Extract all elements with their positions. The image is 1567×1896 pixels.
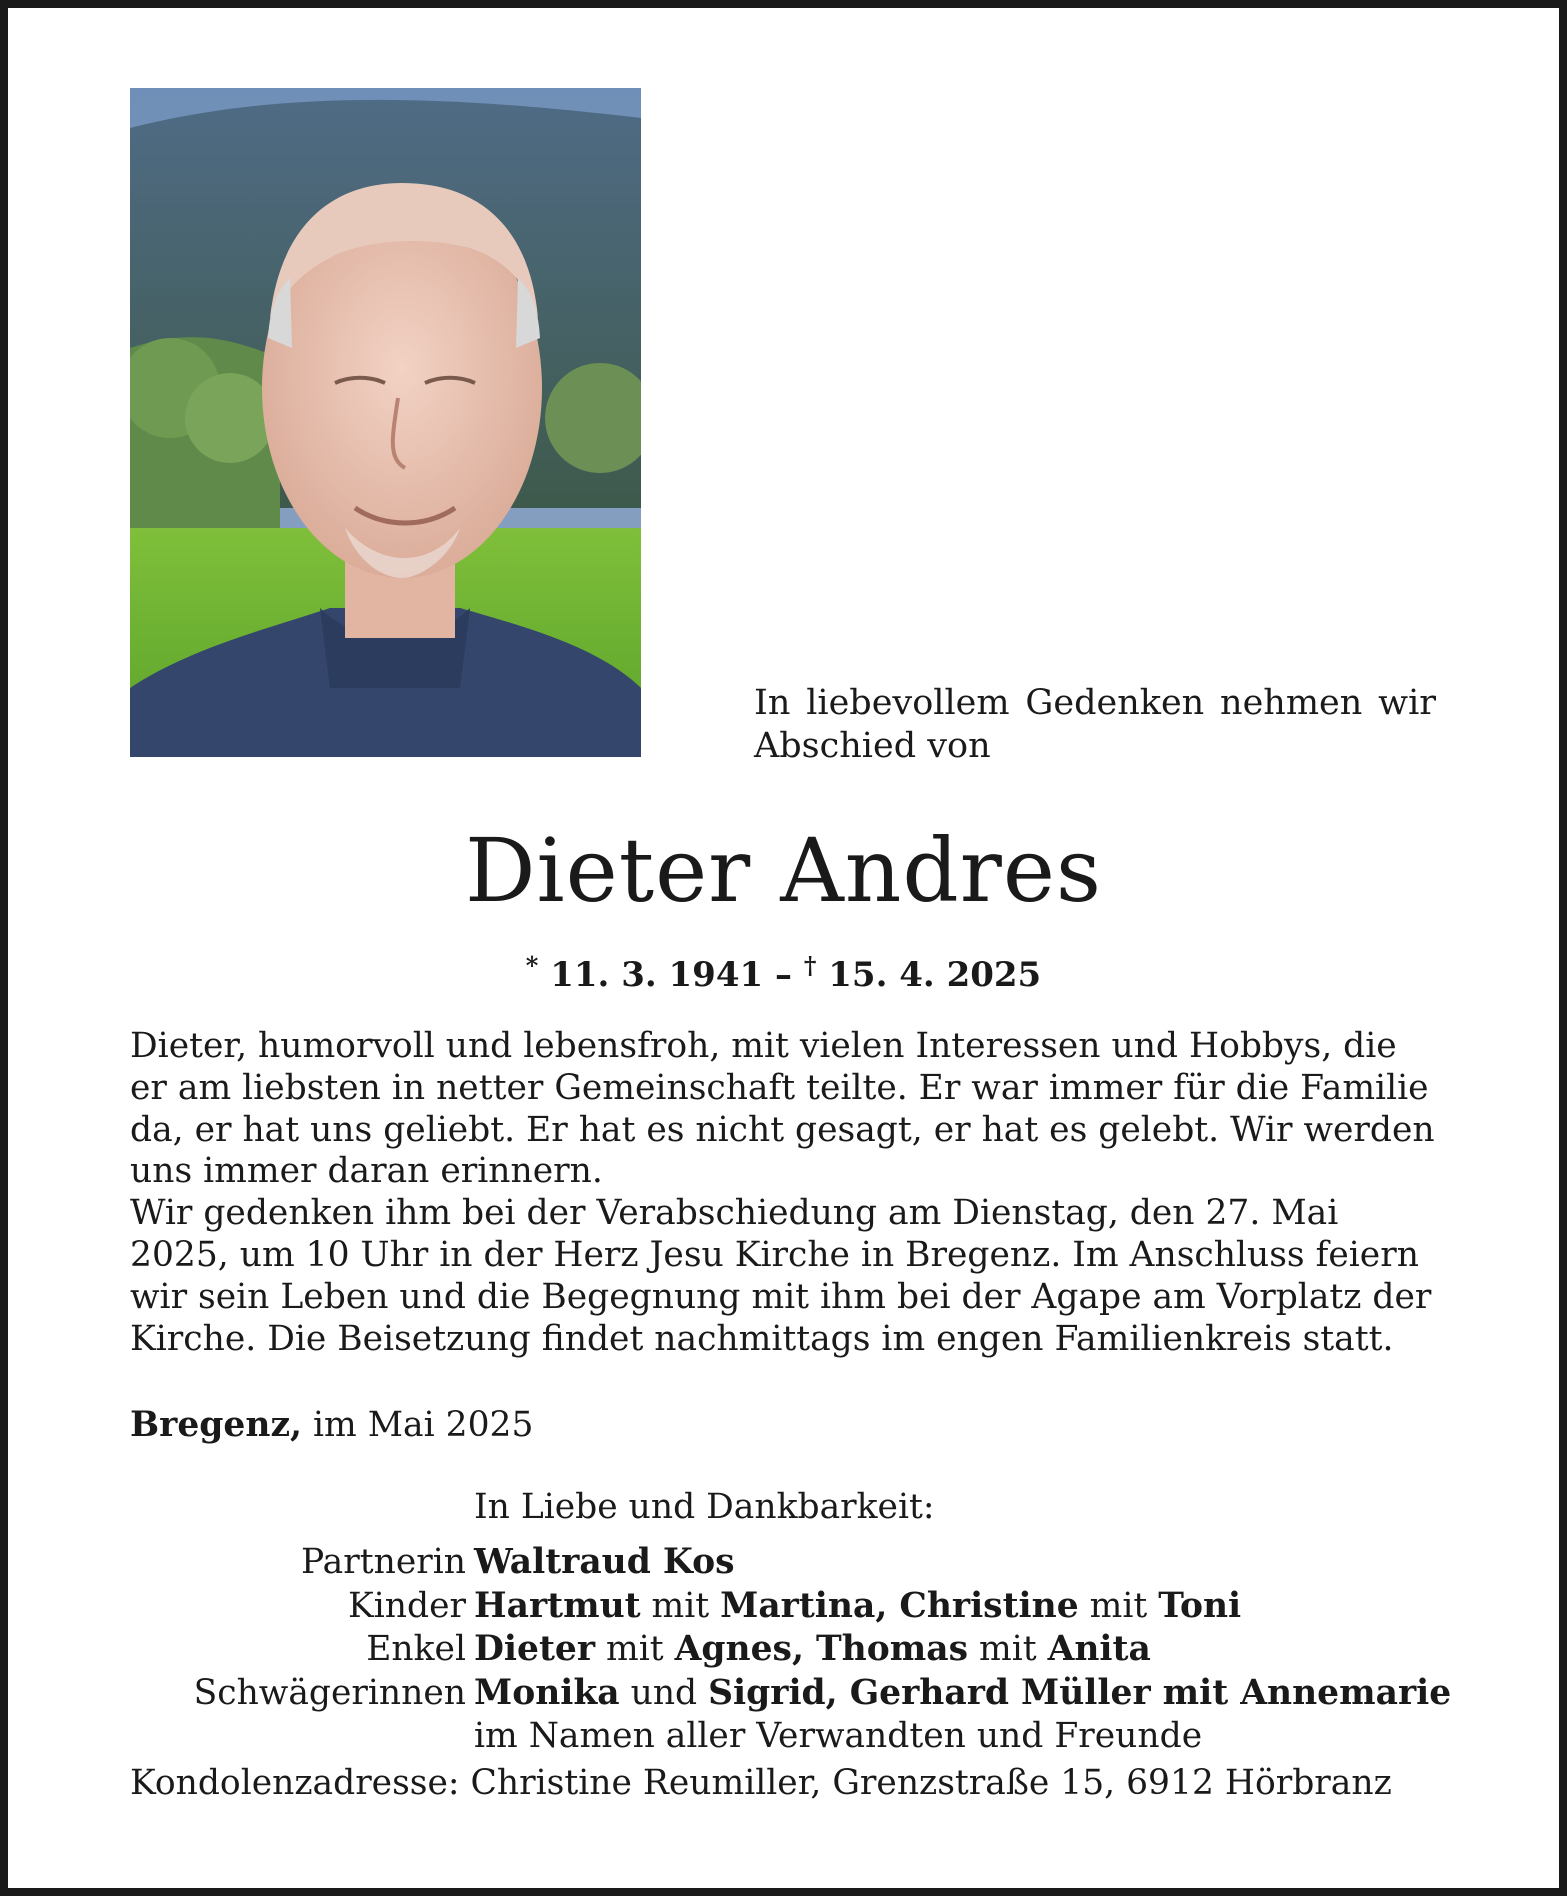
family-list <box>130 1541 1451 1759</box>
family-label: Kinder <box>347 1585 466 1626</box>
family-names <box>474 1541 735 1585</box>
family-connector: mit <box>1078 1585 1159 1626</box>
death-date: 15. 4. 2025 <box>828 955 1042 995</box>
portrait-illustration <box>130 88 641 757</box>
date-separator: – <box>763 955 804 995</box>
family-row-children <box>130 1585 1451 1629</box>
obituary-body <box>130 1026 1440 1360</box>
deceased-name: Dieter Andres <box>464 819 1103 922</box>
family-connector: und <box>619 1672 709 1713</box>
service-paragraph: Wir gedenken ihm bei der Verabschiedung am Dienstag, den 27. Mai 2025, um 10 Uhr in der Herz Jesu Kirche in Bregenz. Im Anschluss feiern wir sein Leben und die Begegnung mit ihm bei der Agape am Vorplatz der Kirche. Die Beisetzung findet nachmittags im engen Familienkreis statt. <box>130 1193 1432 1359</box>
family-others: im Namen aller Verwandten und Freunde <box>474 1716 1203 1756</box>
death-symbol: † <box>803 951 817 980</box>
family-name: Agnes, Thomas <box>674 1629 969 1669</box>
family-label-empty <box>130 1715 474 1759</box>
birth-date: 11. 3. 1941 <box>550 955 764 995</box>
family-name: Martina, Christine <box>720 1585 1079 1626</box>
family-row-partner <box>130 1541 1451 1585</box>
intro-text: In liebevollem Gedenken nehmen wir Abschied von <box>754 683 1436 766</box>
family-name: Sigrid, Gerhard Müller mit Annemarie <box>708 1672 1452 1713</box>
tribute-paragraph: Dieter, humorvoll und lebensfroh, mit vielen Interessen und Hobbys, die er am liebsten in netter Gemeinschaft teilte. Er war immer für die Familie da, er hat uns geliebt. Er hat es nicht gesagt, er hat es gelebt. Wir werden uns immer daran erinnern. <box>130 1026 1435 1192</box>
family-names <box>474 1628 1151 1672</box>
family-name: Monika <box>474 1672 620 1713</box>
family-label: Schwägerinnen <box>193 1672 466 1713</box>
family-name: Waltraud Kos <box>474 1542 735 1582</box>
birth-symbol: * <box>525 951 539 980</box>
family-connector: mit <box>640 1585 721 1626</box>
thanks-heading: In Liebe und Dankbarkeit: <box>474 1487 935 1527</box>
family-row-others <box>130 1715 1451 1759</box>
family-connector: mit <box>595 1629 675 1669</box>
family-row-grandchildren <box>130 1628 1451 1672</box>
portrait-photo <box>130 88 641 757</box>
place-city: Bregenz, <box>130 1405 303 1445</box>
place-date <box>130 1403 533 1447</box>
family-name: Hartmut <box>474 1585 641 1626</box>
family-name: Dieter <box>474 1629 596 1669</box>
family-label: Enkel <box>366 1629 466 1669</box>
family-names <box>474 1672 1451 1716</box>
place-month: im Mai 2025 <box>302 1405 534 1445</box>
family-connector: mit <box>968 1629 1048 1669</box>
family-names <box>474 1585 1241 1629</box>
family-label: Partnerin <box>301 1542 466 1582</box>
family-row-inlaws <box>130 1672 1451 1716</box>
family-name: Anita <box>1047 1629 1151 1669</box>
life-dates <box>0 944 1567 997</box>
family-name: Toni <box>1158 1585 1242 1626</box>
condolence-address: Kondolenzadresse: Christine Reumiller, Grenzstraße 15, 6912 Hörbranz <box>130 1763 1392 1803</box>
